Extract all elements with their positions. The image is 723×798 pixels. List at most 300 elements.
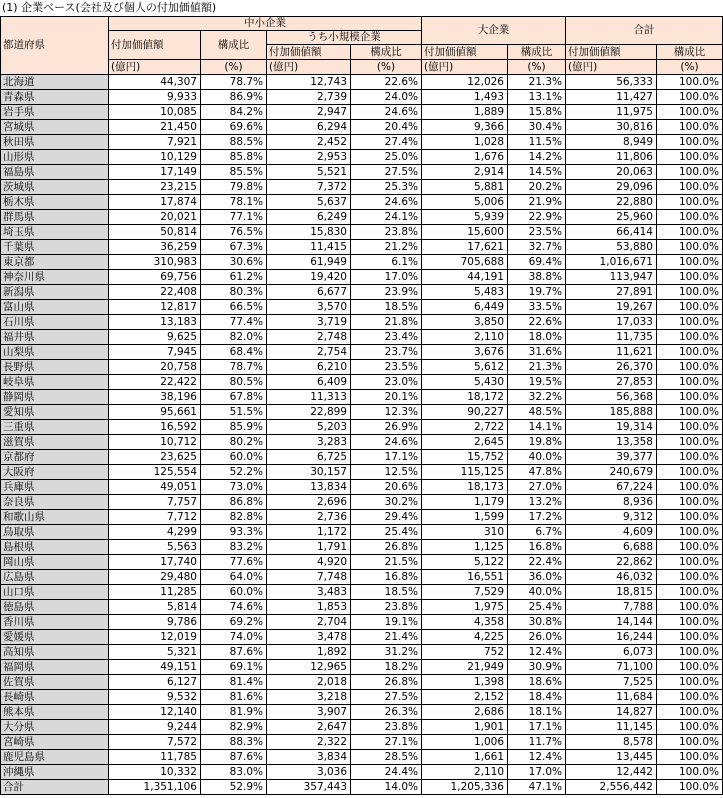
prefecture-cell: 熊本県 [1,705,109,720]
header-small-ratio: 構成比 [351,45,422,60]
unit-small-value: (億円) [267,60,351,75]
value-cell: 56,368 [566,390,657,405]
value-cell: 21,450 [109,120,201,135]
value-cell: 100.0% [657,510,723,525]
prefecture-cell: 千葉県 [1,240,109,255]
table-row [1,690,723,705]
value-cell: 49,151 [109,660,201,675]
value-cell: 100.0% [657,75,723,90]
value-cell: 69.2% [201,615,267,630]
table-row [1,630,723,645]
table-row [1,195,723,210]
value-cell: 100.0% [657,645,723,660]
value-cell: 73.0% [201,480,267,495]
value-cell: 22.6% [351,75,422,90]
value-cell: 30.2% [351,495,422,510]
table-row [1,330,723,345]
value-cell: 3,850 [422,315,508,330]
value-cell: 36,259 [109,240,201,255]
value-cell: 52.2% [201,465,267,480]
value-cell: 100.0% [657,615,723,630]
value-cell: 10,129 [109,150,201,165]
value-cell: 52.9% [201,780,267,795]
table-row [1,480,723,495]
value-cell: 25.0% [351,150,422,165]
value-cell: 22,422 [109,375,201,390]
table-row [1,105,723,120]
value-cell: 100.0% [657,360,723,375]
value-cell: 32.7% [508,240,566,255]
value-cell: 185,888 [566,405,657,420]
value-cell: 22,899 [267,405,351,420]
table-row [1,600,723,615]
value-cell: 64.0% [201,570,267,585]
value-cell: 18,173 [422,480,508,495]
value-cell: 1,791 [267,540,351,555]
value-cell: 24.1% [351,210,422,225]
value-cell: 113,947 [566,270,657,285]
total-row [1,780,723,795]
table-row [1,420,723,435]
value-cell: 100.0% [657,570,723,585]
value-cell: 100.0% [657,480,723,495]
value-cell: 2,739 [267,90,351,105]
value-cell: 7,748 [267,570,351,585]
value-cell: 46,032 [566,570,657,585]
table-row [1,465,723,480]
value-cell: 14.0% [351,780,422,795]
value-cell: 18.2% [351,660,422,675]
value-cell: 90,227 [422,405,508,420]
value-cell: 21.5% [351,555,422,570]
prefecture-cell: 茨城県 [1,180,109,195]
value-cell: 23.5% [508,225,566,240]
value-cell: 11,145 [566,720,657,735]
value-cell: 11,975 [566,105,657,120]
value-cell: 18,815 [566,585,657,600]
table-row [1,390,723,405]
value-cell: 6,294 [267,120,351,135]
value-cell: 13,834 [267,480,351,495]
value-cell: 40.0% [508,585,566,600]
value-cell: 78.7% [201,360,267,375]
unit-sme-ratio: (%) [201,60,267,75]
value-cell: 5,612 [422,360,508,375]
value-cell: 7,921 [109,135,201,150]
table-row [1,315,723,330]
value-cell: 240,679 [566,465,657,480]
value-cell: 31.2% [351,645,422,660]
value-cell: 23.0% [351,375,422,390]
table-row [1,495,723,510]
value-cell: 2,110 [422,330,508,345]
value-cell: 11,313 [267,390,351,405]
value-cell: 53,880 [566,240,657,255]
prefecture-cell: 神奈川県 [1,270,109,285]
value-cell: 21.4% [351,630,422,645]
prefecture-cell: 宮崎県 [1,735,109,750]
value-cell: 27,853 [566,375,657,390]
value-cell: 22,408 [109,285,201,300]
value-cell: 19,267 [566,300,657,315]
value-cell: 5,430 [422,375,508,390]
value-cell: 1,901 [422,720,508,735]
prefecture-cell: 佐賀県 [1,675,109,690]
value-cell: 1,853 [267,600,351,615]
prefecture-cell: 東京都 [1,255,109,270]
value-cell: 38,196 [109,390,201,405]
value-cell: 17.2% [508,510,566,525]
value-cell: 23.5% [351,360,422,375]
prefecture-cell: 和歌山県 [1,510,109,525]
value-cell: 30.6% [201,255,267,270]
table-row [1,645,723,660]
table-row [1,135,723,150]
value-cell: 14,827 [566,705,657,720]
value-cell: 100.0% [657,225,723,240]
value-cell: 23.8% [351,225,422,240]
value-cell: 40.0% [508,450,566,465]
table-caption: (1) 企業ベース(会社及び個人の付加価値額) [2,1,217,14]
value-cell: 17,621 [422,240,508,255]
value-cell: 2,696 [267,495,351,510]
table-row [1,735,723,750]
value-cell: 50,814 [109,225,201,240]
value-cell: 25.4% [351,525,422,540]
value-cell: 12,442 [566,765,657,780]
value-cell: 3,907 [267,705,351,720]
value-cell: 17,874 [109,195,201,210]
value-cell: 27.5% [351,690,422,705]
value-cell: 1,599 [422,510,508,525]
value-cell: 81.6% [201,690,267,705]
value-cell: 87.6% [201,750,267,765]
prefecture-cell: 青森県 [1,90,109,105]
value-cell: 2,748 [267,330,351,345]
value-cell: 48.5% [508,405,566,420]
value-cell: 705,688 [422,255,508,270]
header-total: 合計 [566,17,723,45]
value-cell: 29.4% [351,510,422,525]
value-cell: 18.5% [351,585,422,600]
value-cell: 87.6% [201,645,267,660]
value-cell: 27.5% [351,165,422,180]
value-cell: 12,140 [109,705,201,720]
value-cell: 4,609 [566,525,657,540]
value-cell: 9,532 [109,690,201,705]
value-cell: 78.1% [201,195,267,210]
prefecture-cell: 岐阜県 [1,375,109,390]
value-cell: 24.0% [351,90,422,105]
value-cell: 17,033 [566,315,657,330]
value-cell: 23.8% [351,720,422,735]
value-cell: 9,366 [422,120,508,135]
value-cell: 17.0% [351,270,422,285]
value-cell: 11,785 [109,750,201,765]
table-row [1,90,723,105]
value-cell: 100.0% [657,600,723,615]
value-cell: 22.4% [508,555,566,570]
prefecture-cell: 山梨県 [1,345,109,360]
table-row [1,540,723,555]
value-cell: 11,684 [566,690,657,705]
value-cell: 67.8% [201,390,267,405]
value-cell: 29,480 [109,570,201,585]
value-cell: 20.4% [351,120,422,135]
value-cell: 12.5% [351,465,422,480]
value-cell: 100.0% [657,540,723,555]
value-cell: 6,127 [109,675,201,690]
value-cell: 310 [422,525,508,540]
value-cell: 22,880 [566,195,657,210]
value-cell: 86.9% [201,90,267,105]
value-cell: 84.2% [201,105,267,120]
value-cell: 11,806 [566,150,657,165]
prefecture-cell: 滋賀県 [1,435,109,450]
value-cell: 14.2% [508,150,566,165]
value-cell: 1,975 [422,600,508,615]
value-cell: 5,637 [267,195,351,210]
value-cell: 100.0% [657,765,723,780]
value-cell: 26,370 [566,360,657,375]
prefecture-cell: 徳島県 [1,600,109,615]
prefecture-cell: 鹿児島県 [1,750,109,765]
value-cell: 13,445 [566,750,657,765]
value-cell: 17,740 [109,555,201,570]
value-cell: 7,572 [109,735,201,750]
value-cell: 28.5% [351,750,422,765]
table-row [1,450,723,465]
value-cell: 30.4% [508,120,566,135]
prefecture-cell: 京都府 [1,450,109,465]
value-cell: 15,752 [422,450,508,465]
value-cell: 85.9% [201,420,267,435]
value-cell: 19.7% [508,285,566,300]
value-cell: 100.0% [657,450,723,465]
header-sme-ratio [201,31,267,60]
value-cell: 38.8% [508,270,566,285]
value-cell: 81.4% [201,675,267,690]
table-row [1,270,723,285]
value-cell: 12,743 [267,75,351,90]
value-cell: 7,529 [422,585,508,600]
value-cell: 27.0% [508,480,566,495]
value-cell: 5,814 [109,600,201,615]
value-cell: 14.5% [508,165,566,180]
table-row [1,720,723,735]
prefecture-cell: 愛媛県 [1,630,109,645]
value-cell: 2,452 [267,135,351,150]
value-cell: 22,862 [566,555,657,570]
value-cell: 69,756 [109,270,201,285]
value-cell: 2,152 [422,690,508,705]
value-cell: 11,735 [566,330,657,345]
value-cell: 100.0% [657,720,723,735]
prefecture-cell: 奈良県 [1,495,109,510]
value-cell: 13,183 [109,315,201,330]
value-cell: 20,758 [109,360,201,375]
header-small-value: 付加価値額 [267,45,351,60]
prefecture-cell: 北海道 [1,75,109,90]
value-cell: 1,125 [422,540,508,555]
value-cell: 100.0% [657,585,723,600]
value-cell: 24.6% [351,195,422,210]
value-cell: 23.4% [351,330,422,345]
value-cell: 11.5% [508,135,566,150]
value-cell: 26.9% [351,420,422,435]
value-cell: 71,100 [566,660,657,675]
value-cell: 44,191 [422,270,508,285]
value-cell: 27.4% [351,135,422,150]
value-cell: 11,415 [267,240,351,255]
value-cell: 26.8% [351,540,422,555]
value-cell: 5,483 [422,285,508,300]
value-cell: 100.0% [657,435,723,450]
value-cell: 88.5% [201,135,267,150]
value-cell: 77.4% [201,315,267,330]
value-cell: 6,073 [566,645,657,660]
prefecture-cell: 山口県 [1,585,109,600]
value-cell: 18,172 [422,390,508,405]
value-cell: 115,125 [422,465,508,480]
value-cell: 3,478 [267,630,351,645]
prefecture-cell: 栃木県 [1,195,109,210]
value-cell: 100.0% [657,255,723,270]
value-cell: 20.6% [351,480,422,495]
table-row [1,150,723,165]
table-row [1,525,723,540]
prefecture-cell: 福島県 [1,165,109,180]
value-cell: 2,110 [422,765,508,780]
value-cell: 23,215 [109,180,201,195]
value-cell: 27,891 [566,285,657,300]
value-cell: 7,712 [109,510,201,525]
value-cell: 20,063 [566,165,657,180]
value-cell: 100.0% [657,180,723,195]
value-cell: 2,953 [267,150,351,165]
value-cell: 95,661 [109,405,201,420]
value-cell: 2,704 [267,615,351,630]
value-cell: 30.9% [508,660,566,675]
table-row [1,345,723,360]
prefecture-cell: 広島県 [1,570,109,585]
value-cell: 6,249 [267,210,351,225]
value-cell: 21,949 [422,660,508,675]
value-cell: 5,122 [422,555,508,570]
value-cell: 6,725 [267,450,351,465]
value-cell: 1,172 [267,525,351,540]
value-cell: 10,712 [109,435,201,450]
value-cell: 93.3% [201,525,267,540]
value-cell: 9,625 [109,330,201,345]
value-cell: 2,722 [422,420,508,435]
unit-sme-value: (億円) [109,60,201,75]
value-cell: 14,144 [566,615,657,630]
table-row [1,375,723,390]
value-cell: 5,881 [422,180,508,195]
value-cell: 81.9% [201,705,267,720]
value-cell: 1,398 [422,675,508,690]
value-cell: 2,018 [267,675,351,690]
prefecture-cell: 愛知県 [1,405,109,420]
prefecture-cell: 福井県 [1,330,109,345]
value-cell: 86.8% [201,495,267,510]
table-row [1,570,723,585]
prefecture-cell: 兵庫県 [1,480,109,495]
table-row [1,75,723,90]
value-cell: 83.0% [201,765,267,780]
value-cell: 21.3% [508,360,566,375]
value-cell: 44,307 [109,75,201,90]
value-cell: 9,244 [109,720,201,735]
value-cell: 6,210 [267,360,351,375]
value-cell: 3,036 [267,765,351,780]
table-body [1,75,723,795]
value-cell: 100.0% [657,675,723,690]
value-cell: 18.1% [508,705,566,720]
value-cell: 310,983 [109,255,201,270]
unit-total-value: (億円) [566,60,657,75]
value-cell: 3,283 [267,435,351,450]
value-cell: 100.0% [657,135,723,150]
value-cell: 79.8% [201,180,267,195]
value-cell: 1,661 [422,750,508,765]
value-cell: 100.0% [657,300,723,315]
value-cell: 100.0% [657,690,723,705]
value-cell: 36.0% [508,570,566,585]
value-cell: 2,647 [267,720,351,735]
value-cell: 100.0% [657,555,723,570]
table-row [1,675,723,690]
value-cell: 11,621 [566,345,657,360]
table-row [1,405,723,420]
value-cell: 26.8% [351,675,422,690]
header-large: 大企業 [422,17,566,45]
prefecture-cell: 新潟県 [1,285,109,300]
prefecture-cell: 高知県 [1,645,109,660]
value-cell: 100.0% [657,660,723,675]
value-cell: 100.0% [657,465,723,480]
table-row [1,360,723,375]
value-cell: 22.9% [508,210,566,225]
value-cell: 85.8% [201,150,267,165]
value-cell: 24.4% [351,765,422,780]
value-cell: 3,719 [267,315,351,330]
value-cell: 1,028 [422,135,508,150]
value-cell: 1,889 [422,105,508,120]
table-row [1,615,723,630]
prefecture-cell: 長野県 [1,360,109,375]
value-cell: 1,205,336 [422,780,508,795]
value-cell: 67,224 [566,480,657,495]
header-small: うち小規模企業 [267,31,422,45]
prefecture-cell: 鳥取県 [1,525,109,540]
prefecture-cell: 岩手県 [1,105,109,120]
value-cell: 25.3% [351,180,422,195]
prefecture-cell: 岡山県 [1,555,109,570]
value-cell: 16,592 [109,420,201,435]
value-cell: 12,026 [422,75,508,90]
value-cell: 100.0% [657,120,723,135]
value-cell: 27.1% [351,735,422,750]
value-cell: 11.7% [508,735,566,750]
value-cell: 100.0% [657,705,723,720]
value-cell: 100.0% [657,195,723,210]
value-cell: 10,085 [109,105,201,120]
value-cell: 26.0% [508,630,566,645]
header-total-ratio: 構成比 [657,45,723,60]
value-cell: 21.3% [508,75,566,90]
